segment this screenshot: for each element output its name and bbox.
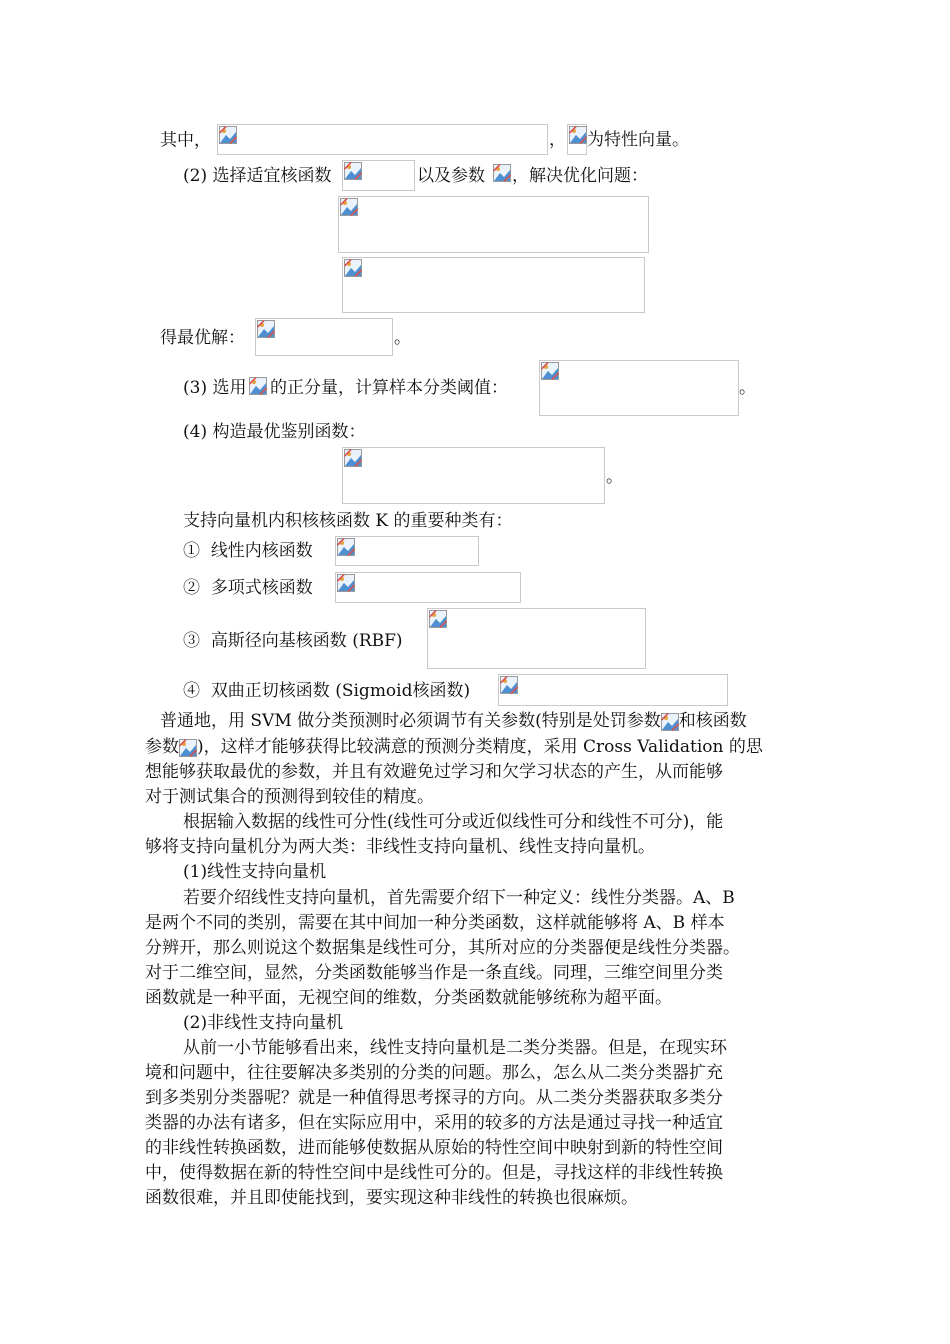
broken-image-icon [179,739,197,757]
param-image [492,163,512,187]
para1-line2: 参数 )，这样才能够获得比较满意的预测分类精度，采用 Cross Validation 的思 [145,737,763,757]
alpha-image [248,376,268,400]
step-4-label: (4) 构造最优鉴别函数： [183,422,366,442]
para4-line5: 的非线性转换函数，进而能够使数据从原始的特性空间中映射到新的特性空间 [145,1138,723,1158]
formula-line-1 [160,128,211,153]
para2-line1: 根据输入数据的线性可分性(线性可分或近似线性可分和线性不可分)，能 [183,812,724,832]
text-solve-opt: ，解决优化问题： [512,166,648,186]
para4-line6: 中，使得数据在新的特性空间中是线性可分的。但是，寻找这样的非线性转换 [145,1163,723,1183]
optimization-formula-image [338,196,649,253]
kernel-item-linear: ① 线性内核函数 [183,541,313,561]
solution-image [255,318,393,356]
kernel-image [342,160,415,191]
section-heading-linear-svm: (1)线性支持向量机 [183,862,327,882]
step-2-label: (2) 选择适宜核函数 [183,166,332,186]
para3-line2: 是两个不同的类别，需要在其中间加一种分类函数，这样就能够将 A、B 样本 [145,913,725,933]
broken-image-icon [569,126,587,144]
broken-image-icon [249,377,267,395]
broken-image-icon [257,320,275,338]
text-threshold: 的正分量，计算样本分类阈值： [270,378,508,398]
text-period: 。 [606,467,623,487]
para4-line2: 境和问题中，往往要解决多类别的分类的问题。那么，怎么从二类分类器扩充 [145,1063,723,1083]
broken-image-icon [661,713,679,731]
para3-line1: 若要介绍线性支持向量机，首先需要介绍下一种定义：线性分类器。A、B [183,888,735,908]
vector-image [567,124,587,155]
section-heading-nonlinear-svm: (2)非线性支持向量机 [183,1013,344,1033]
broken-image-icon [219,126,237,144]
broken-image-icon [340,198,358,216]
broken-image-icon [500,676,518,694]
broken-image-icon [344,449,362,467]
text-feature-vector: 为特性向量。 [587,130,689,150]
kernel-item-polynomial: ② 多项式核函数 [183,578,313,598]
para3-line5: 函数就是一种平面，无视空间的维数，分类函数就能够统称为超平面。 [145,988,672,1008]
broken-image-icon [429,610,447,628]
kernel-item-rbf: ③ 高斯径向基核函数 (RBF) [183,631,403,651]
para1-line1: 普通地，用 SVM 做分类预测时必须调节有关参数(特别是处罚参数 和核函数 [160,711,747,731]
broken-image-icon [493,164,511,182]
decision-function-image [342,447,605,504]
constraint-formula-image [342,257,645,313]
para4-line3: 到多类别分类器呢？就是一种值得思考探寻的方向。从二类分类器获取多类分 [145,1088,723,1108]
kernel-item-sigmoid: ④ 双曲正切核函数 (Sigmoid核函数) [183,681,471,701]
kernel-types-intro: 支持向量机内积核核函数 K 的重要种类有： [183,511,513,531]
broken-image-icon [541,362,559,380]
para4-line4: 类器的办法有诸多，但在实际应用中，采用的较多的方法是通过寻找一种适宜 [145,1113,723,1133]
step-3-label: (3) 选用 [183,378,247,398]
threshold-formula-image [539,360,739,416]
text-period: 。 [739,378,756,398]
text-and-params: 以及参数 [417,166,485,186]
text-optimal-solution: 得最优解： [160,328,245,348]
text-comma: ， [549,130,566,150]
rbf-kernel-image [427,608,646,669]
text-period: 。 [394,328,411,348]
para2-line2: 够将支持向量机分为两大类：非线性支持向量机、线性支持向量机。 [145,837,655,857]
broken-image-icon [337,538,355,556]
broken-image-icon [344,259,362,277]
sigmoid-kernel-image [498,674,728,706]
para3-line4: 对于二维空间，显然，分类函数能够当作是一条直线。同理，三维空间里分类 [145,963,723,983]
text-qizhong: 其中， [160,130,211,151]
formula-image [217,124,548,155]
para4-line1: 从前一小节能够看出来，线性支持向量机是二类分类器。但是，在现实环 [183,1038,727,1058]
polynomial-kernel-image [335,572,521,603]
broken-image-icon [337,574,355,592]
para3-line3: 分辨开，那么则说这个数据集是线性可分，其所对应的分类器便是线性分类器。 [145,938,740,958]
para1-line3: 想能够获取最优的参数，并且有效避免过学习和欠学习状态的产生，从而能够 [145,762,723,782]
broken-image-icon [344,162,362,180]
para4-line7: 函数很难，并且即使能找到，要实现这种非线性的转换也很麻烦。 [145,1188,638,1208]
linear-kernel-image [335,536,479,566]
para1-line4: 对于测试集合的预测得到较佳的精度。 [145,787,434,807]
